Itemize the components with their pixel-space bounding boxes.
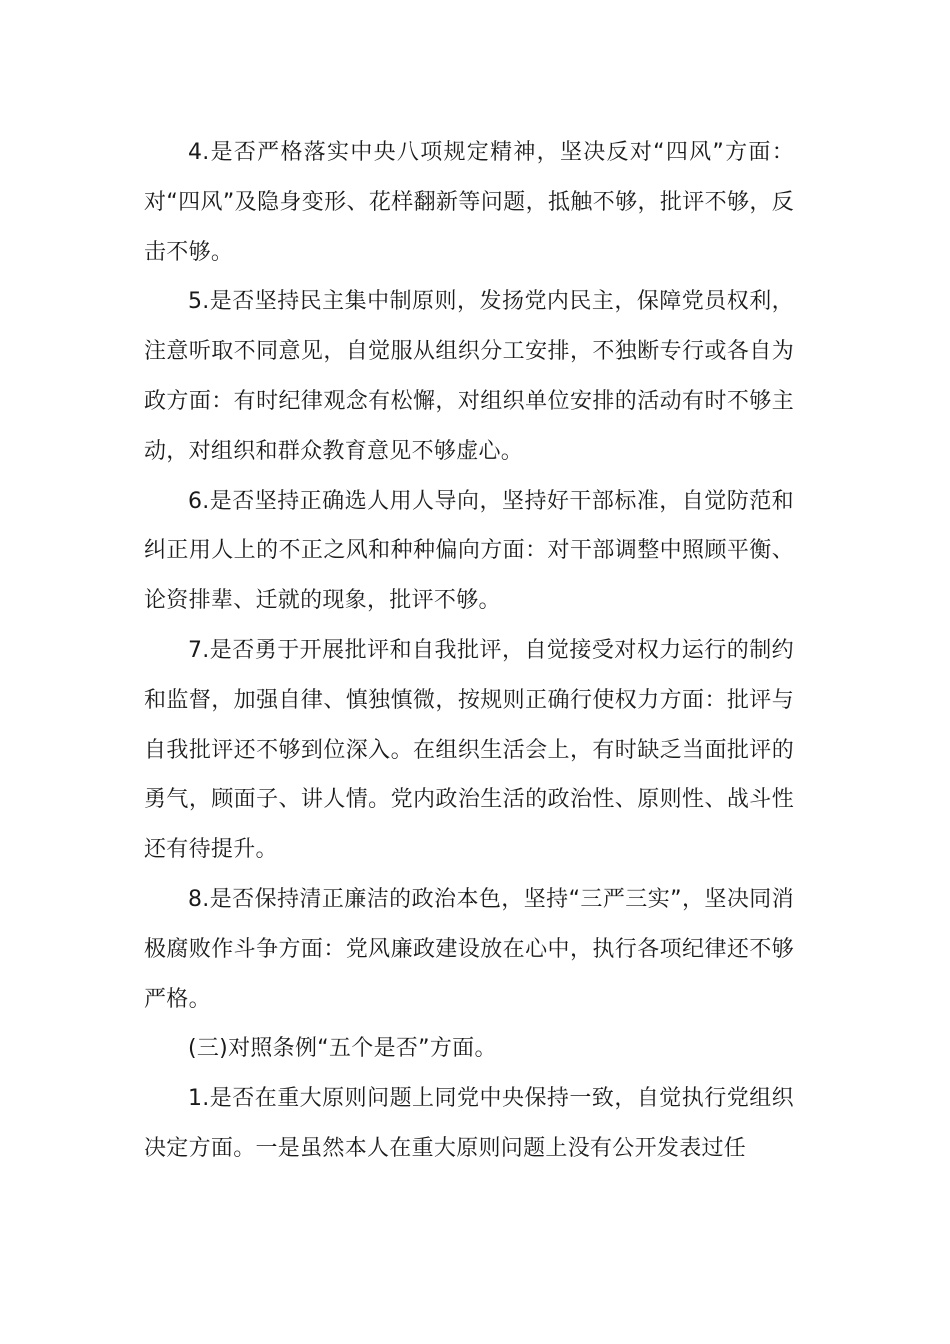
paragraph-item-8: 8.是否保持清正廉洁的政治本色，坚持“三严三实”，坚决同消极腐败作斗争方面：党风廉政建设放在心中，执行各项纪律还不够严格。 (144, 886, 794, 1012)
paragraph-item-5: 5.是否坚持民主集中制原则，发扬党内民主，保障党员权利，注意听取不同意见，自觉服从组织分工安排，不独断专行或各自为政方面：有时纪律观念有松懈，对组织单位安排的活动有时不够主动，对组织和群众教育意见不够虚心。 (144, 289, 794, 464)
document-body (144, 128, 794, 1174)
paragraph-item-6: 6.是否坚持正确选人用人导向，坚持好干部标准，自觉防范和纠正用人上的不正之风和种种偏向方面：对干部调整中照顾平衡、论资排辈、迁就的现象，批评不够。 (144, 488, 794, 614)
paragraph-item-4: 4.是否严格落实中央八项规定精神，坚决反对“四风”方面：对“四风”及隐身变形、花样翻新等问题，抵触不够，批评不够，反击不够。 (144, 140, 794, 265)
section-heading-three: (三)对照条例“五个是否”方面。 (188, 1036, 497, 1062)
paragraph-item-1: 1.是否在重大原则问题上同党中央保持一致，自觉执行党组织决定方面。一是虽然本人在重大原则问题上没有公开发表过任 (144, 1086, 794, 1161)
paragraph-item-7: 7.是否勇于开展批评和自我批评，自觉接受对权力运行的制约和监督，加强自律、慎独慎微，按规则正确行使权力方面：批评与自我批评还不够到位深入。在组织生活会上，有时缺乏当面批评的勇气，顾面子、讲人情。党内政治生活的政治性、原则性、战斗性还有待提升。 (144, 637, 794, 863)
